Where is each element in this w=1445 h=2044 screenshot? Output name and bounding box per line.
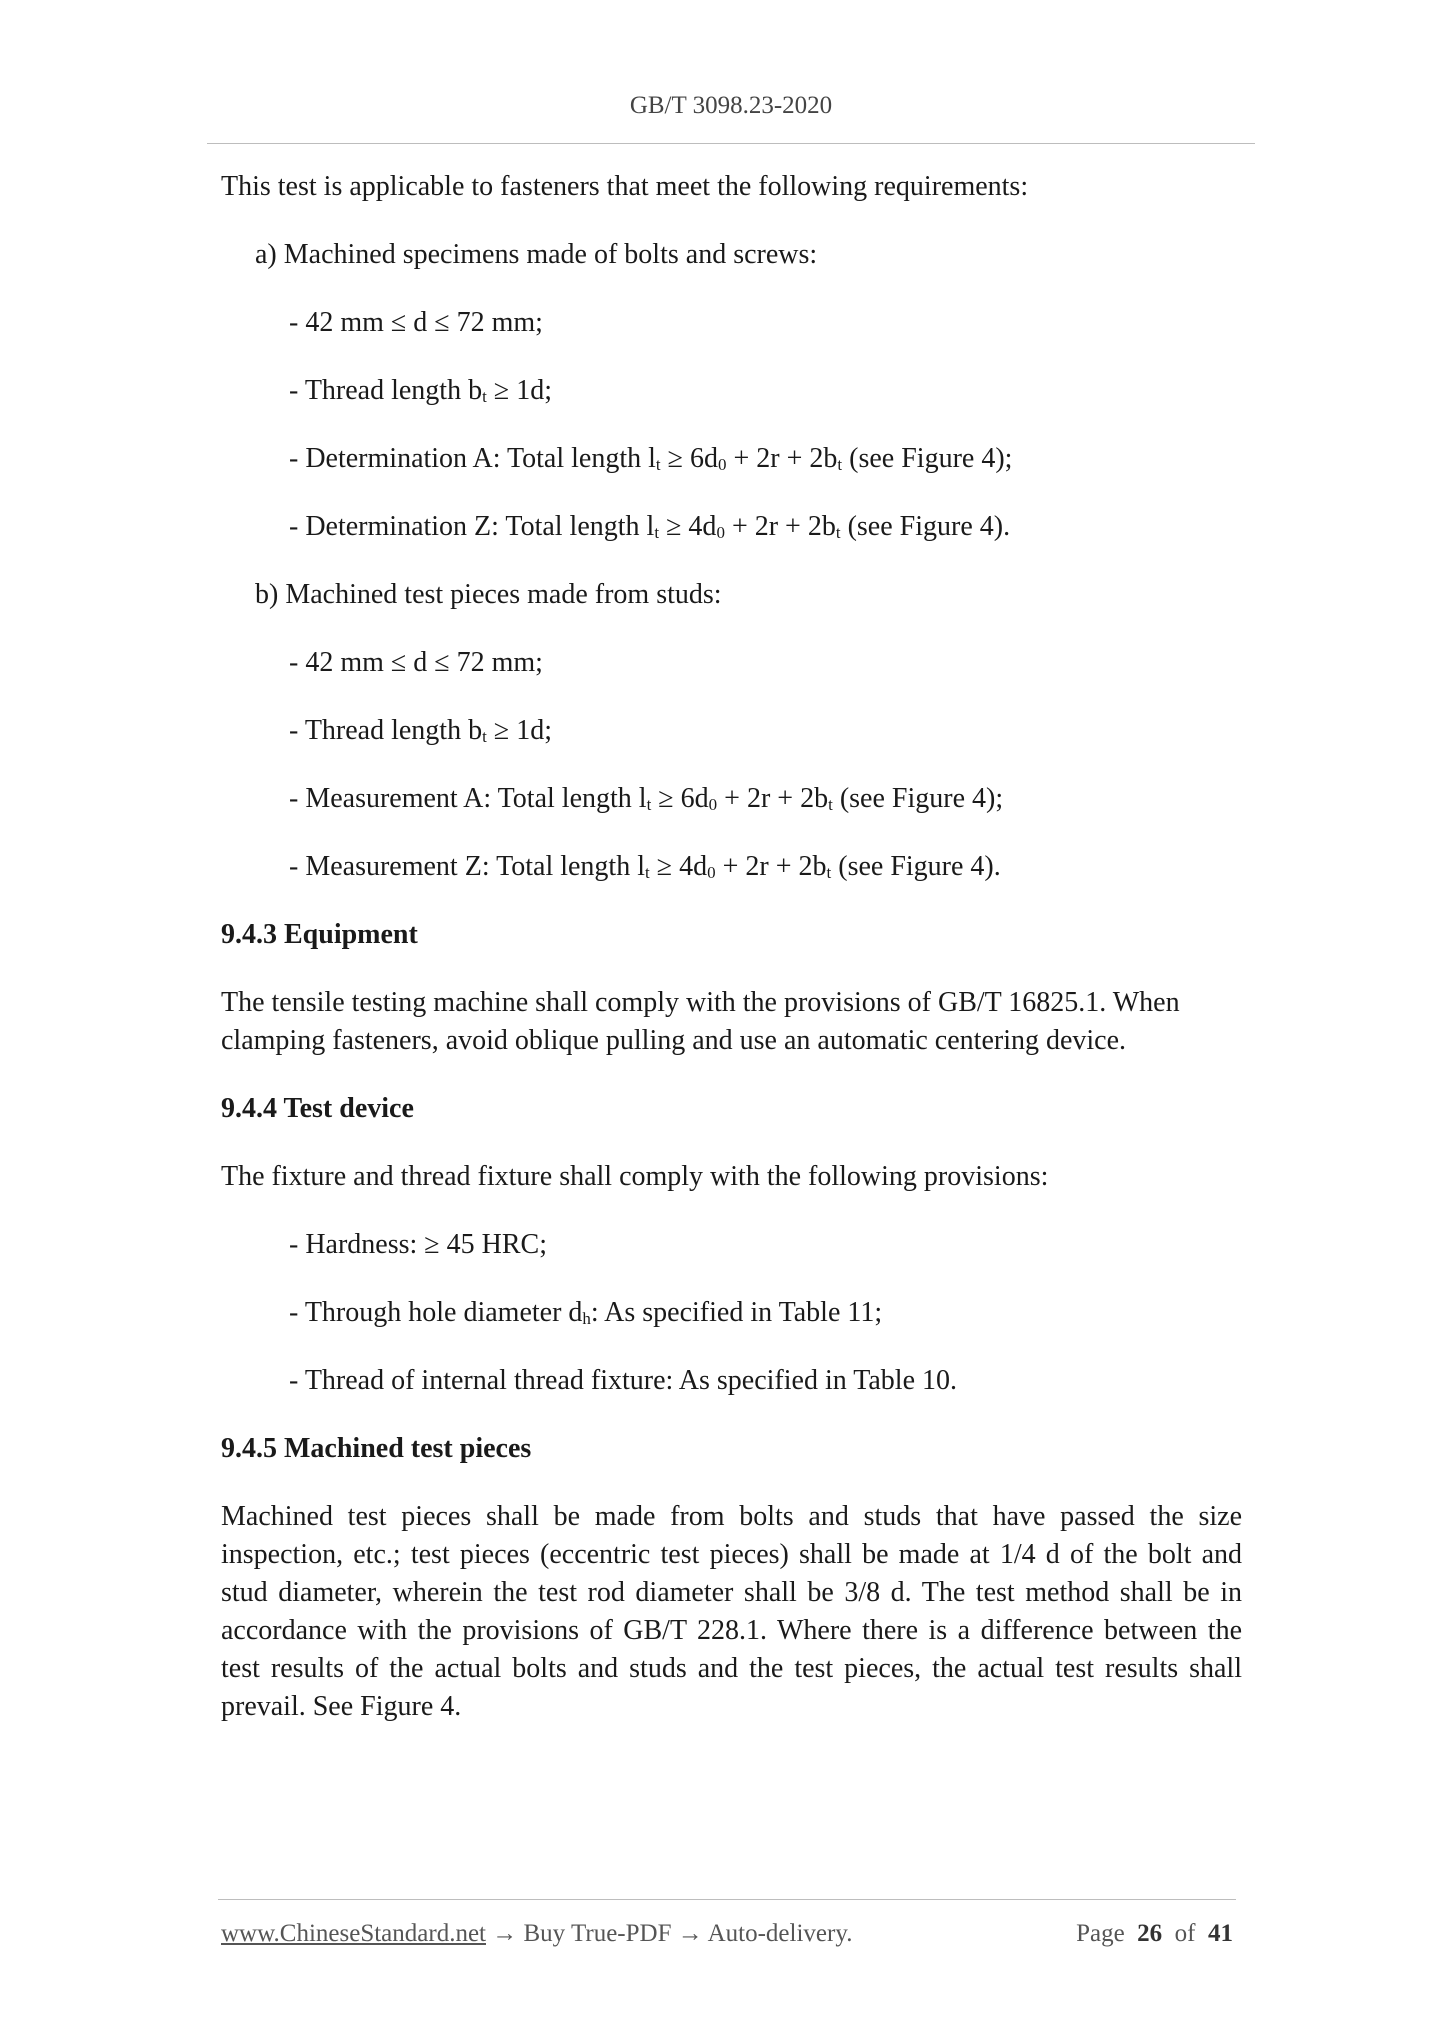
section-heading-equipment: 9.4.3 Equipment <box>221 919 418 950</box>
website-link[interactable]: www.ChineseStandard.net <box>221 1920 486 1947</box>
machined-test-pieces-paragraph: Machined test pieces shall be made from bolts and studs that have passed the size inspection, etc.; test pieces (eccentric test pieces) shall be made at 1/4 d of the bolt and stud diameter, wherein the test rod diameter shall be 3/8 d. The test method shall be in accordance with the provisions of GB/T 228.1. Where there is a difference between the test results of the actual bolts and studs and the test pieces, the actual test results shall prevail. See Figure 4. <box>221 1501 1242 1722</box>
total-pages: 41 <box>1208 1920 1233 1947</box>
list-item: - Through hole diameter $d_h$: As specified in Table 11; <box>289 1297 883 1328</box>
list-item: - 42 mm ≤ d ≤ 72 mm; <box>289 307 543 338</box>
footer-divider <box>218 1899 1236 1900</box>
list-item: - Thread length $b_t \ge 1d$; <box>289 715 552 746</box>
list-item: - Measurement Z: Total length $l_t \ge 4d_0 + 2r + 2b_t$ (see Figure 4). <box>289 851 1001 882</box>
page-number: Page 26 of 41 <box>1076 1920 1233 1947</box>
equipment-paragraph: The tensile testing machine shall comply with the provisions of GB/T 16825.1. When clamping fasteners, avoid oblique pulling and use an automatic centering device. <box>221 987 1180 1056</box>
page-content <box>221 168 1242 1756</box>
document-header: GB/T 3098.23-2020 <box>629 92 833 119</box>
list-item-a-title: a) Machined specimens made of bolts and screws: <box>255 239 818 270</box>
header-divider <box>207 143 1255 144</box>
list-item: - Determination Z: Total length $l_t \ge 4d_0 + 2r + 2b_t$ (see Figure 4). <box>289 511 1011 542</box>
list-item: - Measurement A: Total length $l_t \ge 6d_0 + 2r + 2b_t$ (see Figure 4); <box>289 783 1004 814</box>
current-page: 26 <box>1137 1920 1163 1947</box>
list-item: - Determination A: Total length $l_t \ge 6d_0 + 2r + 2b_t$ (see Figure 4); <box>289 443 1013 474</box>
list-item: - Hardness: ≥ 45 HRC; <box>289 1229 548 1260</box>
section-heading-machined-test-pieces: 9.4.5 Machined test pieces <box>221 1433 532 1464</box>
intro-paragraph: This test is applicable to fasteners that meet the following requirements: <box>221 171 1029 202</box>
test-device-paragraph: The fixture and thread fixture shall comply with the following provisions: <box>221 1161 1049 1192</box>
list-item: - Thread of internal thread fixture: As specified in Table 10. <box>289 1365 958 1396</box>
list-item-b-title: b) Machined test pieces made from studs: <box>255 579 722 610</box>
footer-promo <box>221 1920 852 1948</box>
list-item: - 42 mm ≤ d ≤ 72 mm; <box>289 647 543 678</box>
list-item: - Thread length $b_t \ge 1d$; <box>289 375 552 406</box>
footer-promo-text: → Buy True-PDF → Auto-delivery. <box>486 1920 853 1947</box>
section-heading-test-device: 9.4.4 Test device <box>221 1093 414 1124</box>
